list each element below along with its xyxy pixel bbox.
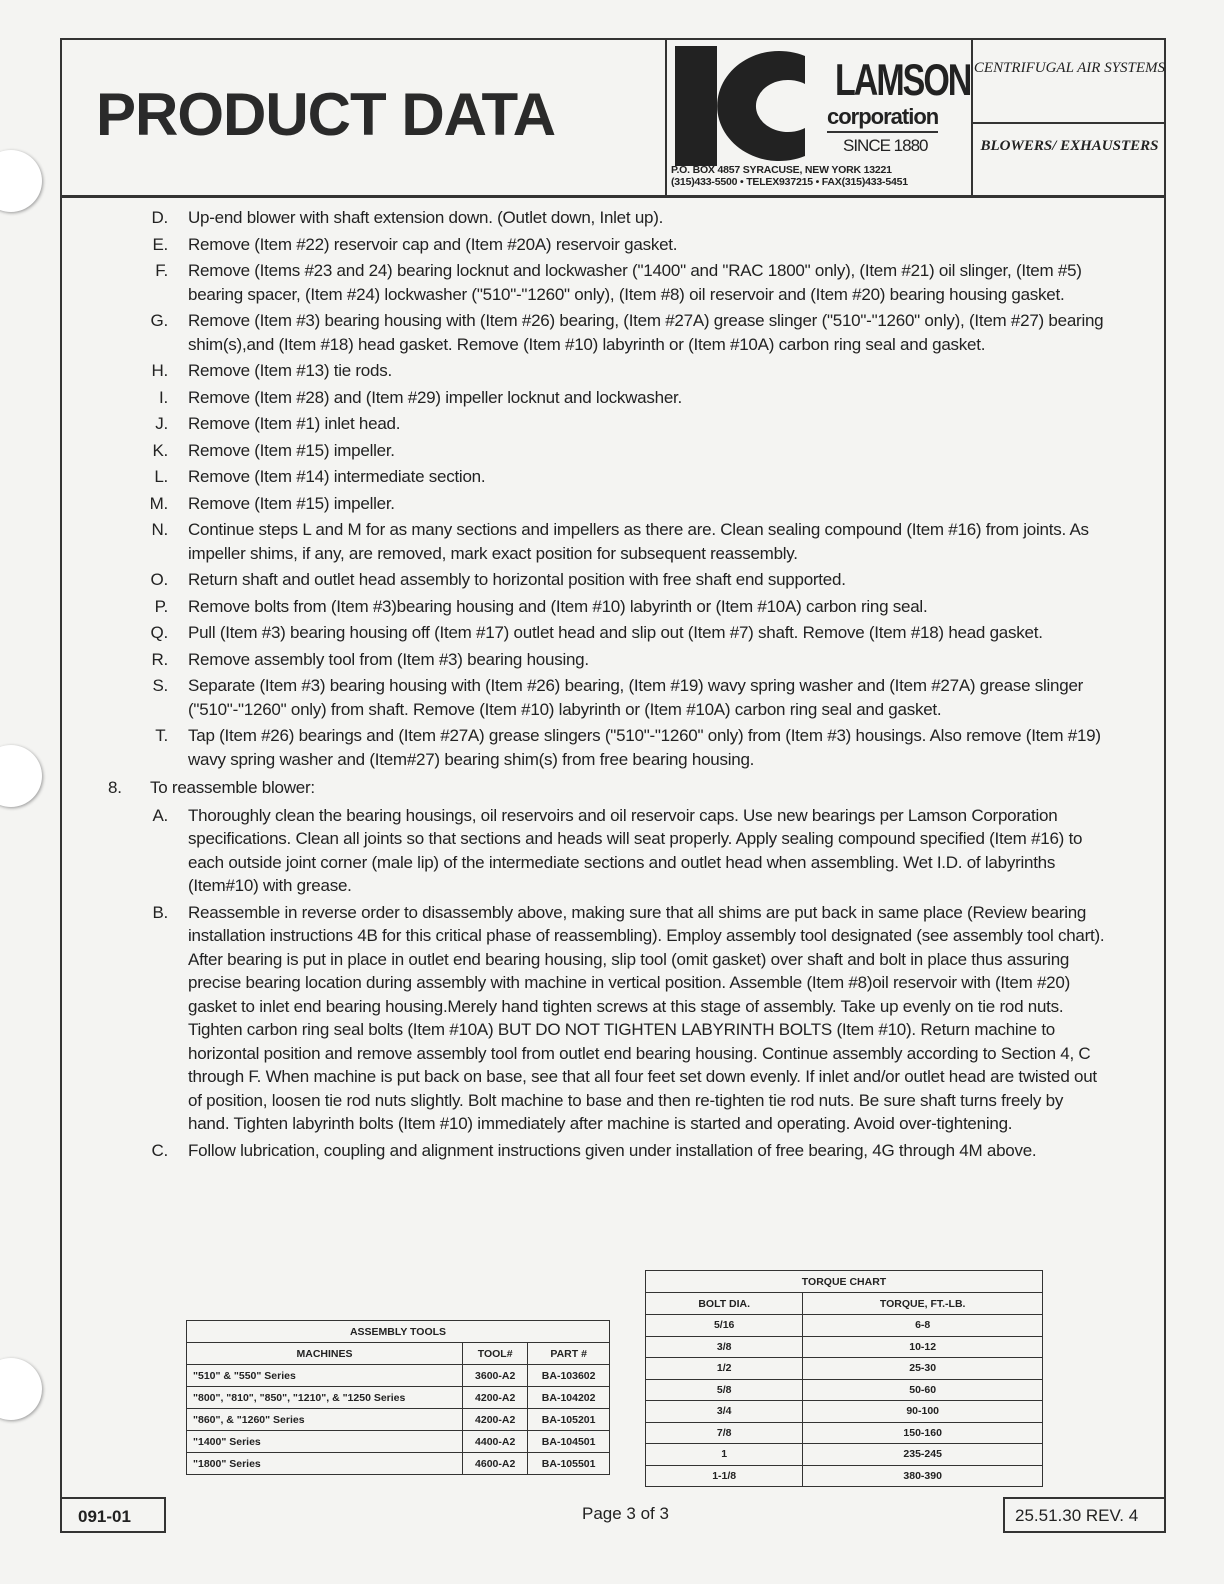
step-letter: T. <box>155 726 168 745</box>
column-header: MACHINES <box>187 1343 463 1365</box>
step-text: Reassemble in reverse order to disassembly above, making sure that all shims are put back in same place (Review bearing installation instructions 4B for this critical phase of reassembling). Employ assembly tool designated (see assembly tool chart). After bearing is put in place in outlet end bearing housing, slip tool (omit gasket) over shaft and bolt in place thus assuring precise bearing location during assembly with machine in vertical position. Assemble (Item #8)oil reservoir with (Item #20) gasket to inlet end bearing housing.Merely hand tighten screws at this stage of assembly. Take up evenly on tie rod nuts. Tighten carbon ring seal bolts (Item #10A) BUT DO NOT TIGHTEN LABYRINTH BOLTS (Item #10). Return machine to horizontal position and remove assembly tool from outlet end bearing housing. Continue assembly according to Section 4, C through F. When machine is put back on base, see that all four feet set down evenly. If inlet and/or outlet head are twisted out of position, loosen tie rod nuts slightly. Bolt machine to base and then re-tighten tie rod nuts. Be sure shaft turns freely by hand. Tighten labyrinth bolts (Item #10) immediately after machine is started and operating. Avoid over-tightening. <box>188 902 1105 1133</box>
step-text: Separate (Item #3) bearing housing with (Item #26) bearing, (Item #19) wavy spring washer and (Item #27A) grease slinger ("510"-"1260" only) from shaft. Remove (Item #10) labyrinth or (Item #10A) carbon ring seal and gasket. <box>188 676 1084 719</box>
step-text: Remove (Item #28) and (Item #29) impeller locknut and lockwasher. <box>188 387 682 407</box>
torque_chart-title-row <box>646 1271 1043 1293</box>
table-cell: 3/8 <box>646 1336 803 1358</box>
table-row <box>646 1336 1043 1358</box>
lc-logo-icon <box>675 46 805 166</box>
section-heading <box>60 776 1166 800</box>
table-cell: "860", & "1260" Series <box>187 1409 463 1431</box>
step-letter: A. <box>152 805 168 825</box>
column-header: TOOL# <box>463 1343 528 1365</box>
step-letter: J. <box>155 414 168 433</box>
table-cell: 6-8 <box>803 1315 1043 1337</box>
contact-line: (315)433-5500 • TELEX937215 • FAX(315)433-5451 <box>671 176 908 188</box>
table-row <box>187 1431 610 1453</box>
step-letter: P. <box>154 596 168 616</box>
step-item <box>60 386 1166 410</box>
step-item <box>60 359 1166 383</box>
step-item <box>60 674 1166 721</box>
table-cell: 10-12 <box>803 1336 1043 1358</box>
step-letter: S. <box>152 676 168 695</box>
table-cell: 4400-A2 <box>463 1431 528 1453</box>
step-text: Continue steps L and M for as many sections and impellers as there are. Clean sealing compound (Item #16) from joints. As impeller shims, if any, are removed, mark exact position for subsequent reassembly. <box>188 520 1089 563</box>
step-text: Remove (Item #1) inlet head. <box>188 414 401 433</box>
table-cell: 1-1/8 <box>646 1465 803 1487</box>
step-item <box>60 724 1166 771</box>
step-item <box>60 568 1166 592</box>
column-header: TORQUE, FT.-LB. <box>803 1293 1043 1315</box>
step-letter: H. <box>151 361 168 380</box>
step-item <box>60 439 1166 463</box>
table-row <box>646 1444 1043 1466</box>
step-item <box>60 206 1166 230</box>
assembly_tools-title-row <box>187 1321 610 1343</box>
table-cell: BA-103602 <box>528 1365 610 1387</box>
table-cell: 3600-A2 <box>463 1365 528 1387</box>
step-letter: D. <box>151 208 168 227</box>
since: SINCE 1880 <box>843 136 928 155</box>
table-cell: "1400" Series <box>187 1431 463 1453</box>
table-row <box>187 1409 610 1431</box>
step-letter: R. <box>151 649 168 669</box>
table-cell: 5/8 <box>646 1379 803 1401</box>
step-item <box>60 804 1166 898</box>
step-letter: B. <box>152 902 168 922</box>
step-text: Remove (Item #22) reservoir cap and (Item #20A) reservoir gasket. <box>188 234 678 254</box>
step-text: Remove (Item #15) impeller. <box>188 493 395 513</box>
step-text: Pull (Item #3) bearing housing off (Item #17) outlet head and slip out (Item #7) shaft. Remove (Item #18) head gasket. <box>188 623 1043 642</box>
assembly_tools-title: ASSEMBLY TOOLS <box>187 1321 610 1343</box>
table-cell: "1800" Series <box>187 1453 463 1475</box>
step-text: Remove (Item #13) tie rods. <box>188 361 392 380</box>
step-text: Thoroughly clean the bearing housings, oil reservoirs and oil reservoir caps. Use new bearings per Lamson Corporation specifications. Clean all joints so that sections and heads will seat properly. Apply sealing compound specified (Item #16) to each outside joint corner (male lip) of the intermediate sections and outlet head when assembling. Wet I.D. of labyrinths (Item#10) with grease. <box>188 805 1083 895</box>
step-letter: I. <box>159 387 168 407</box>
step-text: Remove bolts from (Item #3)bearing housing and (Item #10) labyrinth or (Item #10A) carbon ring seal. <box>188 596 928 616</box>
step-item <box>60 595 1166 619</box>
table-row <box>646 1401 1043 1423</box>
step-text: Return shaft and outlet head assembly to horizontal position with free shaft end supported. <box>188 570 846 589</box>
table-row <box>646 1465 1043 1487</box>
header-row <box>187 1343 610 1365</box>
step-letter: E. <box>152 234 168 254</box>
company-name: LAMSON <box>835 56 971 106</box>
step-letter: Q. <box>150 623 168 642</box>
table-cell: BA-105501 <box>528 1453 610 1475</box>
table-cell: 380-390 <box>803 1465 1043 1487</box>
instructions <box>60 206 1166 1165</box>
section-title: To reassemble blower: <box>150 778 315 797</box>
section-number: 8. <box>108 778 122 797</box>
punch-hole <box>0 1358 42 1420</box>
page-title: PRODUCT DATA <box>96 81 556 148</box>
revision: 25.51.30 REV. 4 <box>1003 1497 1166 1533</box>
column-header: PART # <box>528 1343 610 1365</box>
step-letter: L. <box>154 467 168 486</box>
company-logo <box>665 38 973 195</box>
step-text: Remove assembly tool from (Item #3) bearing housing. <box>188 649 589 669</box>
table-cell: 1 <box>646 1444 803 1466</box>
table-cell: 7/8 <box>646 1422 803 1444</box>
header-row <box>646 1293 1043 1315</box>
step-text: Remove (Item #3) bearing housing with (Item #26) bearing, (Item #27A) grease slinger ("510"-"1260" only), (Item #27) bearing shim(s),and (Item #18) head gasket. Remove (Item #10) labyrinth or (Item #10A) carbon ring seal and gasket. <box>188 311 1104 354</box>
table-cell: "800", "810", "850", "1210", & "1250 Series <box>187 1387 463 1409</box>
step-text: Remove (Item #15) impeller. <box>188 440 395 460</box>
step-item <box>60 901 1166 1136</box>
table-cell: 4200-A2 <box>463 1387 528 1409</box>
step-letter: G. <box>150 311 168 330</box>
step-item <box>60 233 1166 257</box>
table-cell: 150-160 <box>803 1422 1043 1444</box>
step-text: Up-end blower with shaft extension down. (Outlet down, Inlet up). <box>188 208 664 227</box>
step-letter: K. <box>152 440 168 460</box>
step-text: Tap (Item #26) bearings and (Item #27A) grease slingers ("510"-"1260" only) from (Item #3) housings. Also remove (Item #19) wavy spring washer and (Item#27) bearing shim(s) from free bearing housing. <box>188 726 1101 769</box>
table-cell: 5/16 <box>646 1315 803 1337</box>
step-item <box>60 259 1166 306</box>
table-cell: 90-100 <box>803 1401 1043 1423</box>
table-cell: "510" & "550" Series <box>187 1365 463 1387</box>
category-1: CENTRIFUGAL AIR SYSTEMS <box>973 60 1166 76</box>
table-row <box>646 1315 1043 1337</box>
step-letter: M. <box>149 493 168 513</box>
step-text: Remove (Items #23 and 24) bearing locknut and lockwasher ("1400" and "RAC 1800" only), (Item #21) oil slinger, (Item #5) bearing spacer, (Item #24) lockwasher ("510"-"1260" only), (Item #8) oil reservoir and (Item #20) bearing housing gasket. <box>188 261 1082 304</box>
torque_chart-title: TORQUE CHART <box>646 1271 1043 1293</box>
step-text: Remove (Item #14) intermediate section. <box>188 467 486 486</box>
torque-chart-table <box>645 1270 1043 1487</box>
category-2: BLOWERS/ EXHAUSTERS <box>980 138 1159 154</box>
step-item <box>60 518 1166 565</box>
table-cell: 235-245 <box>803 1444 1043 1466</box>
step-item <box>60 309 1166 356</box>
company-sub: corporation <box>827 104 938 133</box>
table-cell: 4200-A2 <box>463 1409 528 1431</box>
step-item <box>60 492 1166 516</box>
table-row <box>646 1379 1043 1401</box>
table-cell: BA-104501 <box>528 1431 610 1453</box>
address-line: P.O. BOX 4857 SYRACUSE, NEW YORK 13221 <box>671 164 892 176</box>
step-letter: O. <box>150 570 168 589</box>
table-cell: 4600-A2 <box>463 1453 528 1475</box>
header <box>60 38 1166 198</box>
table-row <box>646 1422 1043 1444</box>
step-item <box>60 412 1166 436</box>
table-cell: 50-60 <box>803 1379 1043 1401</box>
table-cell: 25-30 <box>803 1358 1043 1380</box>
punch-hole <box>0 150 42 212</box>
address <box>671 164 908 188</box>
step-item <box>60 648 1166 672</box>
step-letter: N. <box>151 520 168 539</box>
table-cell: BA-104202 <box>528 1387 610 1409</box>
assembly-tools-table <box>186 1320 610 1475</box>
table-cell: 1/2 <box>646 1358 803 1380</box>
step-text: Follow lubrication, coupling and alignment instructions given under installation of free bearing, 4G through 4M above. <box>188 1140 1037 1160</box>
page-number: Page 3 of 3 <box>582 1504 669 1523</box>
table-row <box>646 1358 1043 1380</box>
punch-hole <box>0 745 42 807</box>
table-row <box>187 1387 610 1409</box>
table-row <box>187 1453 610 1475</box>
table-cell: BA-105201 <box>528 1409 610 1431</box>
step-item <box>60 621 1166 645</box>
step-item <box>60 465 1166 489</box>
table-row <box>187 1365 610 1387</box>
step-letter: F. <box>155 261 168 280</box>
divider <box>973 122 1166 124</box>
doc-number: 091-01 <box>60 1497 166 1533</box>
table-cell: 3/4 <box>646 1401 803 1423</box>
step-item <box>60 1139 1166 1163</box>
column-header: BOLT DIA. <box>646 1293 803 1315</box>
step-letter: C. <box>151 1140 168 1160</box>
